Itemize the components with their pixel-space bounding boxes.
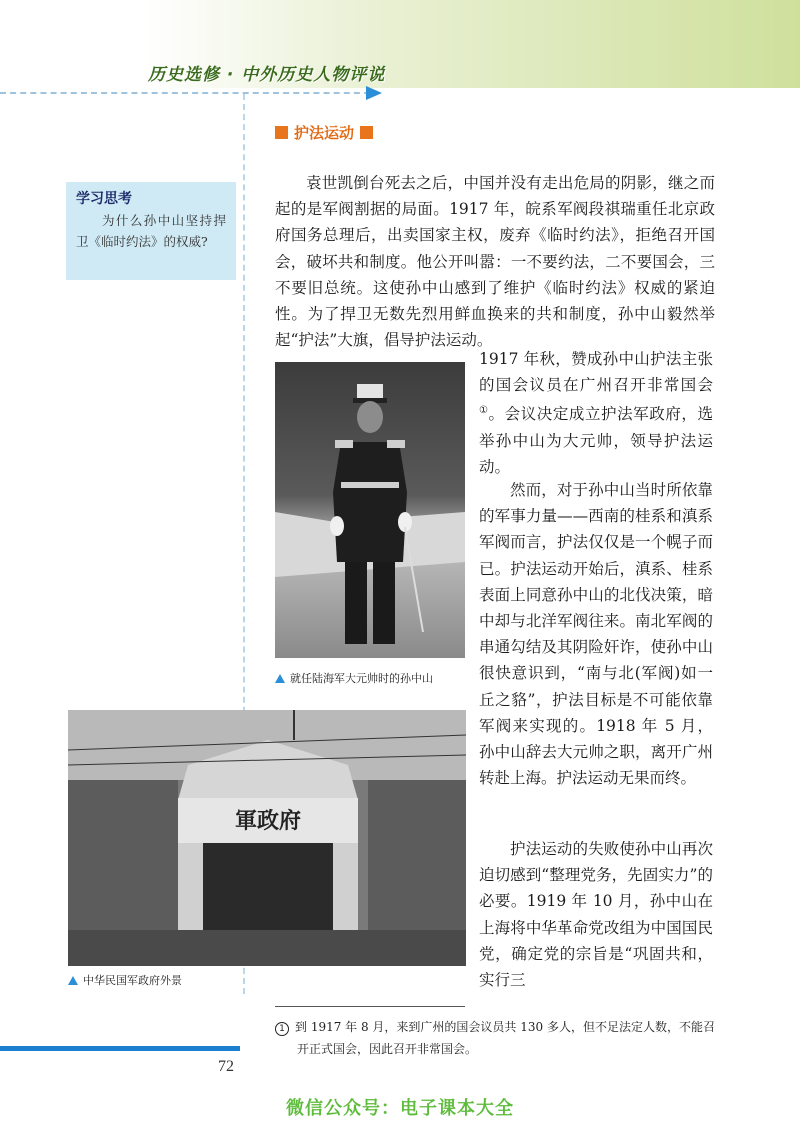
triangle-marker-icon <box>275 674 285 683</box>
paragraph-2 <box>479 346 713 480</box>
building-caption-text: 中华民国军政府外景 <box>83 974 182 987</box>
bottom-accent-bar <box>0 1046 240 1051</box>
paragraph-4: 护法运动的失败使孙中山再次迫切感到“整理党务，先固实力”的必要。1919 年 10 月，孙中山在上海将中华革命党改组为中国国民党，确定党的宗旨是“巩固共和，实行三 <box>479 840 713 990</box>
footnote-rule <box>275 1006 465 1007</box>
footnote-number: 1 <box>275 1022 289 1036</box>
paragraph-3: 然而，对于孙中山当时所依靠的军事力量——西南的桂系和滇系军阀而言，护法仅仅是一个幌子而已。护法运动开始后，滇系、桂系表面上同意孙中山的北伐决策，暗中却与北洋军阀往来。南北军阀的串通勾结及其阴险奸诈，使孙中山很快意识到，“南与北(军阀)如一丘之貉”，护法目标是不可能依靠军阀来实现的。1918 年 5 月，孙中山辞去大元帅之职，离开广州转赴上海。护法运动无果而终。 <box>479 481 713 788</box>
section-title: 护法运动 <box>294 124 355 142</box>
paragraph-2-part-a: 1917 年秋，赞成孙中山护法主张的国会议员在广州召开非常国会 <box>479 350 713 395</box>
watermark-text: 微信公众号：电子课本大全 <box>286 1098 514 1119</box>
triangle-marker-icon <box>68 976 78 985</box>
footnote-line-1: 到 1917 年 8 月，来到广州的国会议员共 130 多人，但不足法定人数，不能召 <box>295 1020 715 1034</box>
study-think-box <box>66 182 236 280</box>
study-think-title: 学习思考 <box>76 191 132 207</box>
sun-yatsen-portrait-photo <box>275 362 465 658</box>
footnote-ref: ① <box>479 405 489 417</box>
footnote-line-2: 开正式国会，因此召开非常国会。 <box>297 1042 478 1056</box>
section-heading <box>275 122 373 143</box>
header-band <box>0 0 800 88</box>
portrait-caption-text: 就任陆海军大元帅时的孙中山 <box>290 672 433 685</box>
paragraph-1: 袁世凯倒台死去之后，中国并没有走出危局的阴影，继之而起的是军阀割据的局面。1917 年，皖系军阀段祺瑞重任北京政府国务总理后，出卖国家主权，废弃《临时约法》，拒绝召开国会，破坏共和制度。他公开叫嚣：一不要约法，二不要国会，三不要旧总统。这使孙中山感到了维护《临时约法》权威的紧迫性。为了捍卫无数先烈用鲜血换来的共和制度，孙中山毅然举起“护法”大旗，倡导护法运动。 <box>275 174 715 350</box>
square-bullet-icon <box>360 126 373 139</box>
header-title: 历史选修 · 中外历史人物评说 <box>148 65 386 85</box>
study-think-question: 为什么孙中山坚持捍卫《临时约法》的权威? <box>76 213 226 249</box>
header-arrow-icon <box>366 86 382 100</box>
building-sign-text: 軍政府 <box>234 808 302 834</box>
military-government-building-photo <box>68 710 466 966</box>
square-bullet-icon <box>275 126 288 139</box>
paragraph-2-part-b: 。会议决定成立护法军政府，选举孙中山为大元帅，领导护法运动。 <box>479 405 713 476</box>
page-number: 72 <box>218 1058 234 1075</box>
portrait-caption <box>275 670 433 686</box>
building-caption <box>68 972 182 988</box>
header-dashed-line <box>0 92 370 94</box>
footnote <box>275 1016 715 1060</box>
